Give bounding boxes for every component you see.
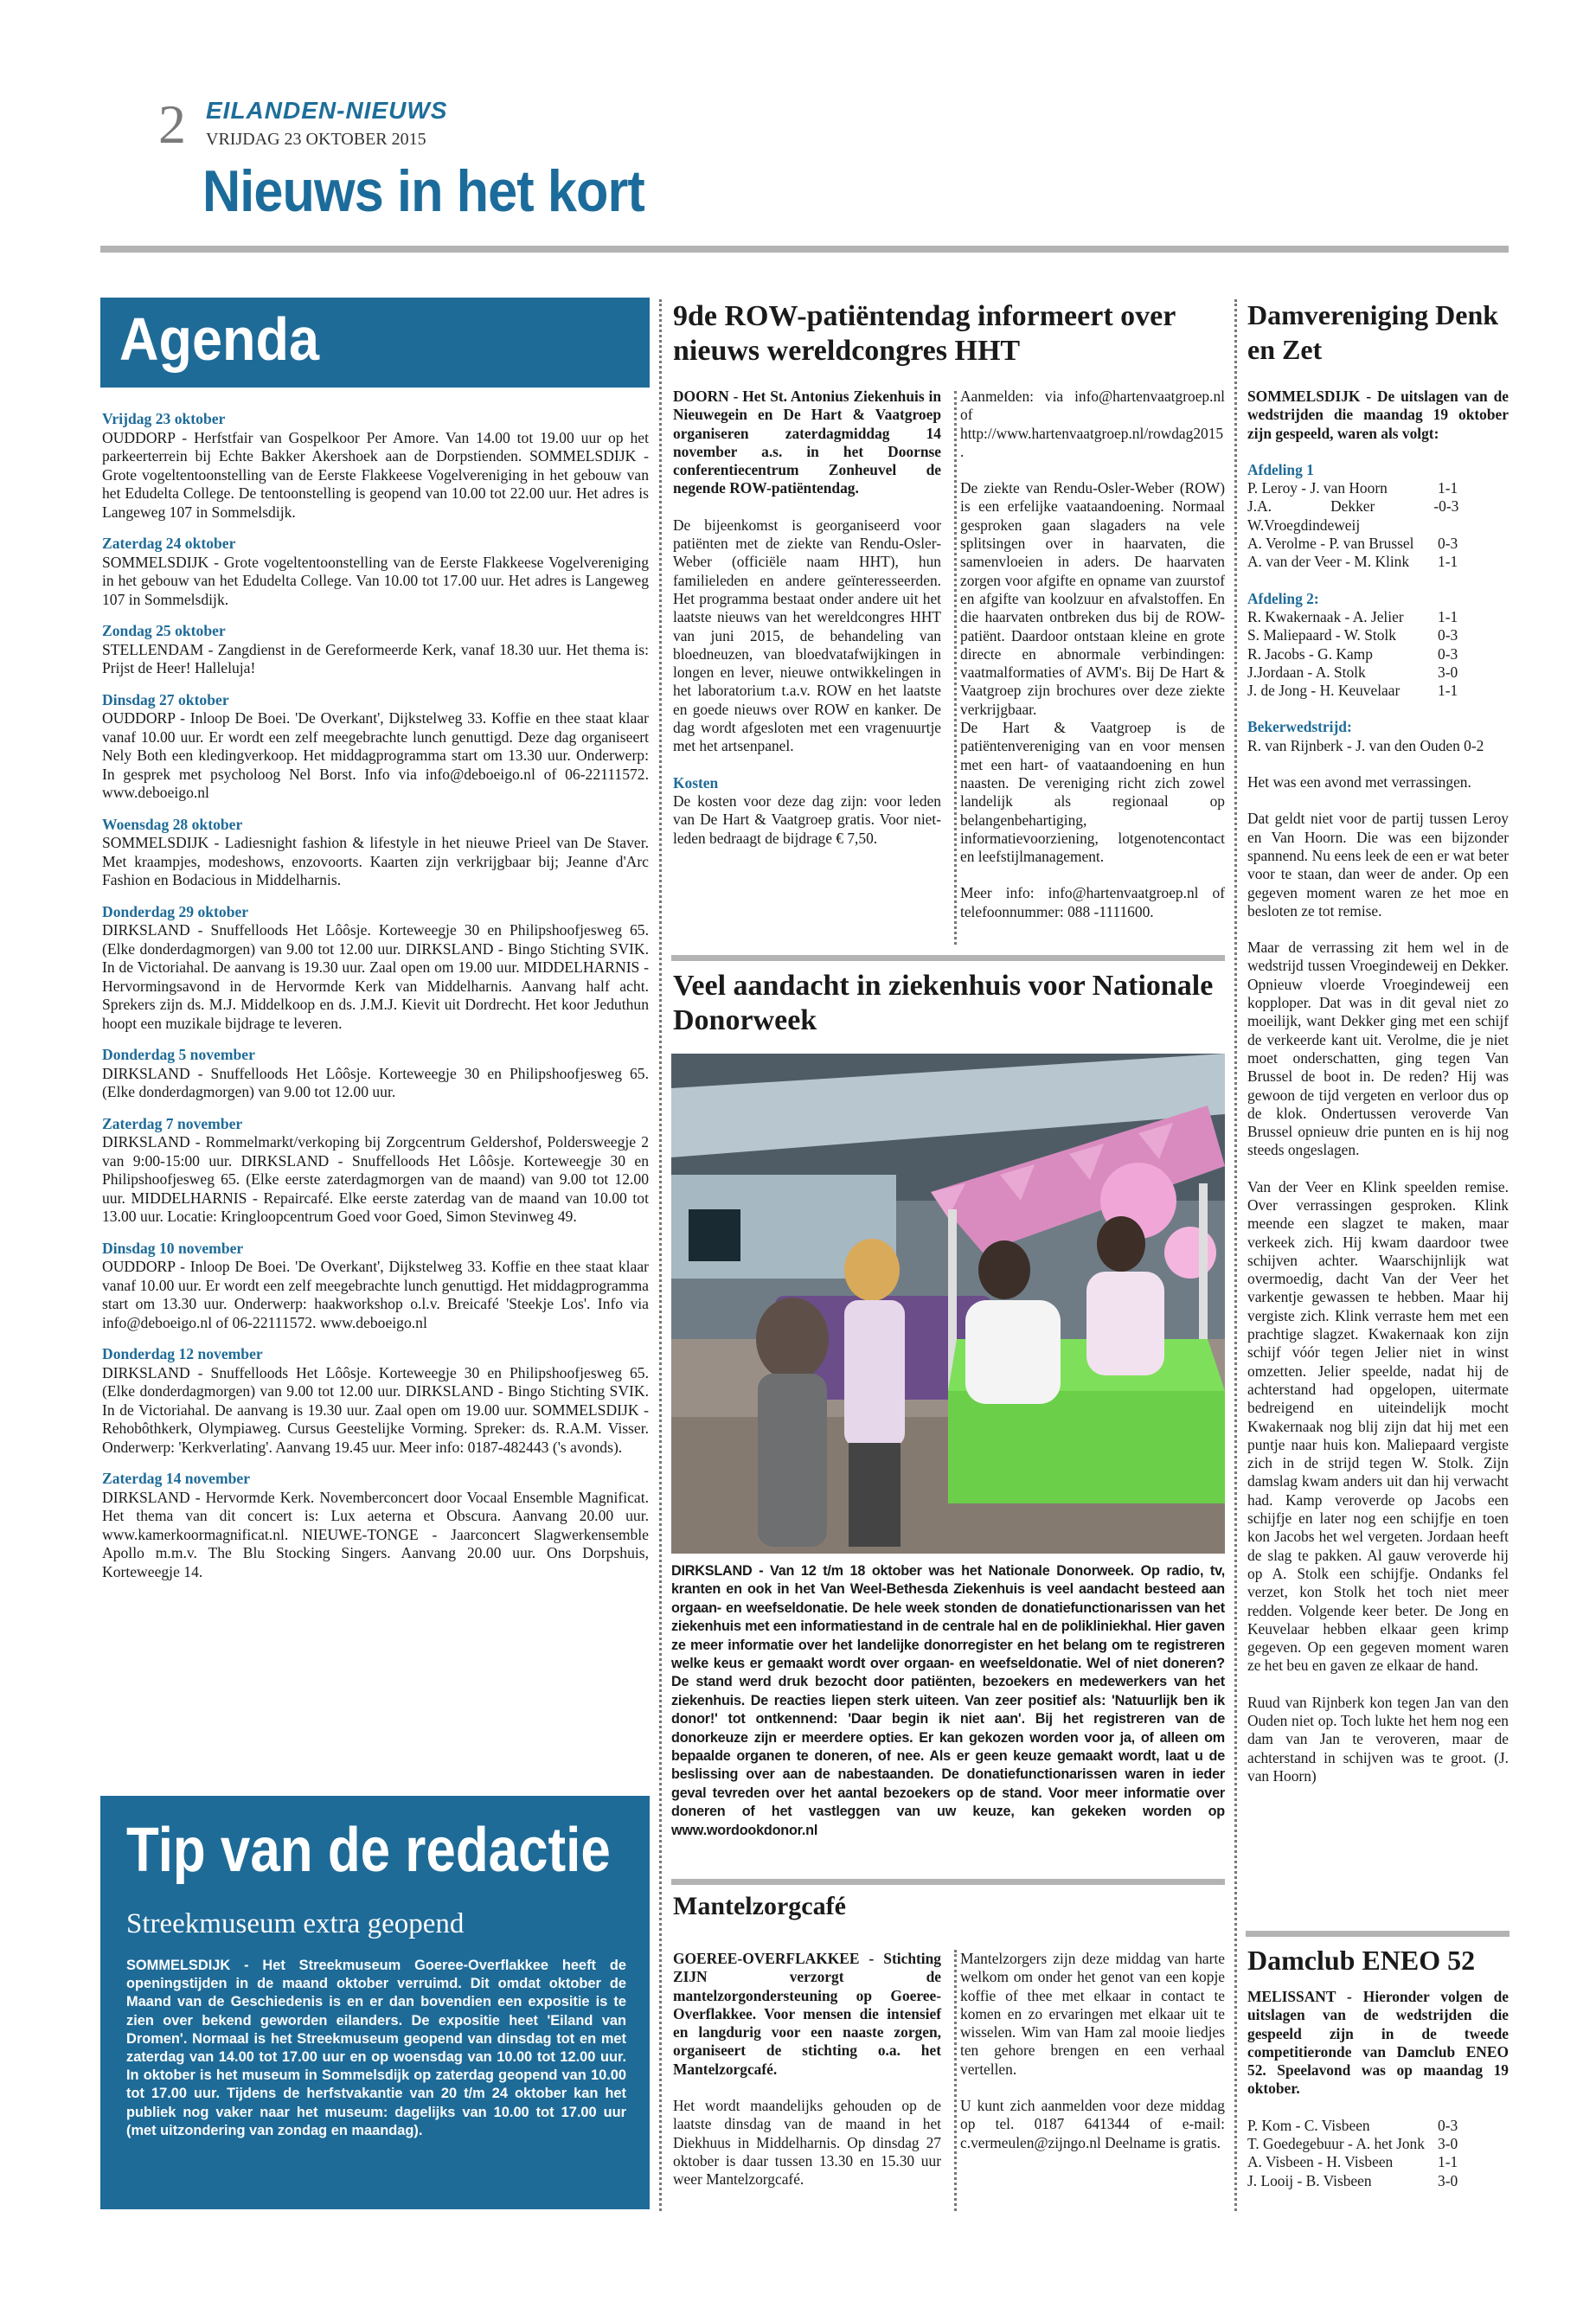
result-row (1247, 2172, 1472, 2190)
result-row (1247, 535, 1472, 553)
agenda-day: Zaterdag 24 oktober (102, 535, 236, 552)
result-score: 3-0 (1438, 663, 1458, 681)
dam-beker: R. van Rijnberk - J. van den Ouden 0-2 (1247, 736, 1484, 754)
agenda-title: Agenda (119, 305, 320, 373)
row-p3: De ziekte van Rendu-Osler-Weber (ROW) is een erfelijke vaataandoening. Normaal gesproken gaan slagaders na vele splitsingen over in haarvaten, die samenvloeien in aders. De haarvaten zorgen voor afgifte en opname van zuurstof en afgifte van koolzuur en afvalstoffen. En die haarvaten ontbreken dus bij de ROW-patiënt. Daardoor ontstaan kleine en grote directe en abnormale verbindingen: vaatmalformaties of AVM's. Bij De Hart & Vaatgroep zijn brochures over deze ziekte verkrijgbaar. (960, 479, 1225, 718)
result-score: 0-3 (1438, 644, 1458, 663)
result-row (1247, 2135, 1472, 2153)
result-row (1247, 645, 1472, 663)
eneo-title: Damclub ENEO 52 (1247, 1945, 1476, 1976)
result-score: 1-1 (1438, 682, 1458, 700)
agenda-entry-text: DIRKSLAND - Snuffelloods Het Lôôsje. Korteweegje 30 en Philipshoofjesweg 65. (Elke donderdagmorgen) van 9.00 tot 12.00 uur. DIRKSLAND - Bingo Stichting SVIK. In de Victoriahal. De aanvang is 19.30 uur. Zaal open om 19.00 uur. SOMMELSDIJK - Rehobôthkerk, Olympiaweg. Cursus Geestelijke Vorming. Spreker: ds. R.A.M. Visser. Onderwerp: 'Kerkverlating'. Aanvang 19.45 uur. Meer info: 0187-482443 ('s avonds). (102, 1363, 649, 1456)
row-lead: DOORN - Het St. Antonius Ziekenhuis in Nieuwegein en De Hart & Vaatgroep organiseren zaterdagmiddag 14 november a.s. in het Doornse conferentiecentrum Zonheuvel de negende ROW-patiëntendag. (673, 388, 941, 497)
result-row (1247, 497, 1472, 535)
row-costs-head: Kosten (673, 773, 719, 792)
header-rule (100, 246, 1509, 253)
column-divider (1234, 299, 1237, 2211)
dam-p3: Maar de verrassing zit hem wel in de wedstrijd tussen Vroegindeweij en Dekker. Opnieuw vloerde Vroegindeweij een kopploper. Dat was in dit geval niet zo moeilijk, want Dekker ging met een schijf de verkeerde kant uit. Verolme, die je niet moet onderschatten, ging tegen Van Brussel de boot in. De reden? Hij was gewoon de tijd vergeten en verloor dus op de klok. Ondertussen veroverde Van Brussel opnieuw drie punten en is hij nog steeds ongeslagen. (1247, 939, 1509, 1159)
row-costs: De kosten voor deze dag zijn: voor leden van De Hart & Vaatgroep gratis. Voor niet-leden bedraagt de bijdrage € 7,50. (673, 792, 941, 847)
row-p5: Meer info: info@hartenvaatgroep.nl of telefoonnummer: 088 -1111600. (960, 884, 1225, 920)
result-score: 3-0 (1438, 2171, 1458, 2189)
mantel-col1 (673, 1950, 941, 2189)
agenda-day: Zaterdag 7 november (102, 1114, 243, 1132)
donor-photo-illustration (671, 1054, 1225, 1554)
agenda-entry-text: SOMMELSDIJK - Grote vogeltentoonstelling van de Eerste Flakkeese Vogelvereniging in het gebouw van het Edudelta College. Van 10.00 tot 17.00 uur. Het adres is Langeweg 107 in Sommelsdijk. (102, 553, 649, 608)
section-rule (671, 1879, 1225, 1885)
agenda-list (102, 410, 649, 1581)
agenda-entry-text: DIRKSLAND - Hervormde Kerk. Novemberconcert door Vocaal Ensemble Magnificat. Het thema van dit concert is: Lux aeterna et Obscura. Aanvang 20.00 uur. www.kamerkoormagnificat.nl. NIEUWE-TONGE - Jaarconcert Slagwerkensemble Apollo m.m.v. The Blu Stocking Singers. Aanvang 20.00 uur. Ons Dorpshuis, Korteweegje 14. (102, 1488, 649, 1580)
agenda-day: Zaterdag 14 november (102, 1470, 251, 1487)
result-match: J. Looij - B. Visbeen (1247, 2171, 1372, 2189)
dam-p5: Ruud van Rijnberk kon tegen Jan van den Ouden niet op. Toch lukte het hem nog een dam van Jan te veroveren, maar de achterstand in schijven was te groot. (J. van Hoorn) (1247, 1693, 1509, 1785)
dam-afd1-results (1247, 479, 1509, 571)
dam-title: Damvereniging Denk en Zet (1247, 299, 1499, 365)
row-p1: De bijeenkomst is georganiseerd voor patiënten met de ziekte van Rendu-Osler-Weber (officiële naam HHT), hun familieleden en andere geïnteresseerden. Het programma bestaat onder andere uit het laatste nieuws van het wereldcongres HHT van juni 2015, de behandeling van bloedneuzen, van bloedvatafwijkingen in longen en lever, nieuwe ontwikkelingen in het laboratorium t.a.v. ROW en het laatste en goede nieuws over ROW en kanker. De dag wordt afgesloten met een vragenuurtje met het artsenpanel. (673, 516, 941, 755)
result-row (1247, 608, 1472, 626)
dam-column (1247, 388, 1509, 1785)
agenda-entry-text: OUDDORP - Herfstfair van Gospelkoor Per Amore. Van 14.00 tot 19.00 uur op het parkeerterrein bij Echte Bakker Akershoek aan de Dorpstienden. SOMMELSDIJK - Grote vogeltentoonstelling van de Eerste Flakkeese Vogelvereniging in het gebouw van het Edudelta College. De tentoonstelling is geopend van 10.00 tot 22.00 uur. Het adres is Langeweg 107 in Sommelsdijk. (102, 428, 649, 521)
tip-title: Tip van de redactie (126, 1816, 611, 1885)
agenda-entry-text: STELLENDAM - Zangdienst in de Gereformeerde Kerk, vanaf 18.30 uur. Het thema is: Prijst de Heer! Halleluja! (102, 640, 649, 676)
result-match: P. Kom - C. Visbeen (1247, 2116, 1370, 2134)
result-row (1247, 479, 1472, 497)
row-p2: Aanmelden: via info@hartenvaatgroep.nl of http://www.hartenvaatgroep.nl/rowdag2015. (960, 388, 1225, 460)
result-match: R. Jacobs - G. Kamp (1247, 644, 1373, 663)
agenda-entry-text: DIRKSLAND - Snuffelloods Het Lôôsje. Korteweegje 30 en Philipshoofjesweg 65. (Elke donderdagmorgen) van 9.00 tot 12.00 uur. (102, 1064, 649, 1100)
mantel-p1: Het wordt maandelijks gehouden op de laatste dinsdag van de maand in het Diekhuus in Middelharnis. Op dinsdag 27 oktober is daar tussen 13.30 en 15.30 uur weer Mantelzorgcafé. (673, 2097, 941, 2189)
tip-subtitle: Streekmuseum extra geopend (126, 1908, 465, 1939)
row-article-col1 (673, 388, 941, 848)
agenda-entry-text: DIRKSLAND - Rommelmarkt/verkoping bij Zorgcentrum Geldershof, Poldersweegje 2 van 9:00-15:00 uur. DIRKSLAND - Snuffelloods Het Lôôsje. Korteweegje 30 en Philipshoofjesweg 65. (Elke eerste zaterdagmorgen van de maand) van 9.00 tot 12.00 uur. MIDDELHARNIS - Repaircafé. Elke eerste zaterdag van de maand van 10.00 tot 13.00 uur. Locatie: Kringloopcentrum Goed voor Goed, Simon Stevinweg 49. (102, 1133, 649, 1225)
dam-afd2-head: Afdeling 2: (1247, 589, 1319, 607)
section-rule (1246, 1931, 1509, 1937)
dam-afd1-head: Afdeling 1 (1247, 460, 1314, 478)
issue-date: VRIJDAG 23 OKTOBER 2015 (206, 130, 426, 149)
result-score: 3-0 (1438, 2135, 1458, 2153)
dam-lead: SOMMELSDIJK - De uitslagen van de wedstrijden die maandag 19 oktober zijn gespeeld, waren als volgt: (1247, 388, 1509, 442)
result-row (1247, 553, 1472, 571)
agenda-entry-text: OUDDORP - Inloop De Boei. 'De Overkant', Dijkstelweg 33. Koffie en thee staat klaar vanaf 10.00 uur. Er wordt een zelf meegebrachte lunch genuttigd. Het middagprogramma start om 13.30 uur. Onderwerp: haakworkshop o.l.v. Breicafé 'Steekje Los'. Info via info@deboeigo.nl of 06-22111572. www.deboeigo.nl (102, 1258, 649, 1331)
eneo-lead: MELISSANT - Hieronder volgen de uitslagen van de wedstrijden die gespeeld zijn in de tweede competitieronde van Damclub ENEO 52. Speelavond was op maandag 19 oktober. (1247, 1988, 1509, 2098)
donor-article-title: Veel aandacht in ziekenhuis voor Nationale Donorweek (673, 970, 1214, 1036)
agenda-entry-text: SOMMELSDIJK - Ladiesnight fashion & lifestyle in het nieuwe Prieel van De Staver. Met kraampjes, modeshows, enzovoorts. Kaarten zijn verkrijgbaar bij; Jeanne d'Arc Fashion en Bodacious in Middelharnis. (102, 834, 649, 888)
agenda-day: Donderdag 12 november (102, 1345, 263, 1362)
mantel-col2 (960, 1950, 1225, 2152)
result-score: 1-1 (1438, 553, 1458, 571)
result-row (1247, 682, 1472, 700)
result-match: A. Verolme - P. van Brussel (1247, 535, 1414, 553)
result-score: 1-1 (1438, 2153, 1458, 2171)
column-divider (954, 391, 957, 945)
column-divider (659, 299, 662, 2211)
section-title: Nieuws in het kort (202, 158, 644, 224)
tip-body: SOMMELSDIJK - Het Streekmuseum Goeree-Overflakkee heeft de openingstijden in de maand oktober verruimd. Dit omdat oktober de Maand van de Geschiedenis is en er dan bovendien een expositie is te zien over bekend geworden eilanders. De expositie heet 'Eiland van Dromen'. Normaal is het Streekmuseum geopend van dinsdag tot en met zaterdag van 14.00 tot 17.00 uur en op woensdag van 10.00 tot 12.00 uur. In oktober is het museum in Sommelsdijk op zaterdag geopend van 10.00 tot 17.00 uur. Tijdens de herfstvakantie van 20 t/m 24 oktober kan het publiek nog vaker naar het museum: dagelijks van 10.00 tot 17.00 uur (met uitzondering van zondag en maandag). (126, 1958, 626, 2138)
result-row (1247, 2117, 1472, 2135)
agenda-day: Donderdag 5 november (102, 1046, 255, 1063)
row-article-col2 (960, 388, 1225, 921)
result-row (1247, 2153, 1472, 2171)
agenda-day: Dinsdag 27 oktober (102, 690, 229, 708)
section-rule (671, 955, 1225, 961)
agenda-entry-text: OUDDORP - Inloop De Boei. 'De Overkant', Dijkstelweg 33. Koffie en thee staat klaar vanaf 10.00 uur. Er wordt een zelf meegebrachte lunch genuttigd. Deze dag organiseert Nely Both een kledingverkoop. Het middagprogramma start om 13.30 uur. Onderwerp: In gesprek met psycholoog Nel Borst. Info via info@deboeigo.nl of 06-22111572. www.deboeigo.nl (102, 709, 649, 801)
result-match: S. Maliepaard - W. Stolk (1247, 626, 1396, 644)
row-article-title: 9de ROW-patiëntendag informeert over nieuws wereldcongres HHT (673, 300, 1176, 367)
result-score: 0-3 (1438, 2116, 1458, 2134)
mantel-title: Mantelzorgcafé (673, 1892, 846, 1920)
result-match: A. van der Veer - M. Klink (1247, 553, 1410, 571)
result-match: J.Jordaan - A. Stolk (1247, 663, 1366, 681)
newspaper-brand: EILANDEN-NIEUWS (206, 97, 448, 124)
row-p4: De Hart & Vaatgroep is de patiëntenvereniging van en voor mensen met een hart- of vaataandoening en hun naasten. De vereniging richt zich zowel landelijk als regionaal op belangenbehartiging, informatievoorziening, lotgenotencontact en leefstijlmanagement. (960, 719, 1225, 866)
agenda-day: Woensdag 28 oktober (102, 815, 243, 833)
result-match: P. Leroy - J. van Hoorn (1247, 479, 1388, 497)
mantel-p3: U kunt zich aanmelden voor deze middag op tel. 0187 641344 of e-mail: c.vermeulen@zijngo.nl Deelname is gratis. (960, 2097, 1225, 2151)
dam-p4: Van der Veer en Klink speelden remise. Over verrassingen gesproken. Klink meende een slagzet te maken, maar verkeek zich. Hij kwam daardoor twee schijven achter. Waarschijnlijk wat overmoedig, dacht Van der Veer het varkentje gewassen te hebben. Maar hij vergiste zich. Klink verraste hem met een prachtige slagzet. Kwakernaak kon zijn schijf vóór tegen Jelier niet in winst omzetten. Jelier speelde, nadat hij de achterstand had opgelopen, uitermate bedreigend en uiteindelijk mocht Kwakernaak nog blij zijn dat hij met een puntje naar huis kon. Maliepaard vergiste zich in de strijd tegen W. Stolk. Zijn damslag kwam anders uit dan hij verwacht had. Kamp veroverde op Jacobs een schijfje en later nog een schijfje en toen kon Jacobs het wel vergeten. Jordaan heeft de slag te pakken. Al gauw veroverde hij op A. Stolk een schijfje. Ondanks fel verzet, kon Stolk het toch niet meer redden. Volgende keer beter. De Jong en Keuvelaar hebben elkaar geen krimp gegeven. Op een gegeven moment waren ze het beu en gaven ze elkaar de hand. (1247, 1177, 1509, 1675)
result-row (1247, 663, 1472, 682)
agenda-day: Donderdag 29 oktober (102, 902, 249, 920)
result-match: J.A. Dekker - W.Vroegdindeweij (1247, 497, 1439, 534)
dam-afd2-results (1247, 608, 1509, 700)
result-match: R. Kwakernaak - A. Jelier (1247, 607, 1404, 625)
donor-caption: DIRKSLAND - Van 12 t/m 18 oktober was het Nationale Donorweek. Op radio, tv, kranten en ook in het Van Weel-Bethesda Ziekenhuis is veel aandacht besteed aan orgaan- en weefseldonatie. De hele week stonden de donatiefunctionarissen van het ziekenhuis met een informatiestand in de centrale hal en de polikliniekhal. Hier gaven ze meer informatie over het landelijke donorregister en het belang om te registreren welke keus er gemaakt wordt over orgaan- en weefseldonatie. Wel of niet doneren? De stand werd druk bezocht door patiënten, bezoekers en medewerkers van het ziekenhuis. De reacties liepen sterk uiteen. Van zeer positief als: 'Natuurlijk ben ik donor!' tot ontkennend: 'Daar begin ik niet aan'. Bij het registreren van de donorkeuze zijn er meerdere opties. Er kan gekozen worden voor ja, of alleen om bepaalde organen te doneren, of nee. Als er geen keuze gemaakt wordt, laat u de beslissing over aan de nabestaanden. De donatiefunctionarissen waren in ieder geval tevreden over het aantal bezoekers op de stand. Voor meer informatie over doneren of het vastleggen van uw keuze, kan gekeken worden op www.wordookdonor.nl (671, 1563, 1225, 1838)
mantel-lead: GOEREE-OVERFLAKKEE - Stichting ZIJN verzorgt de mantelzorgondersteuning op Goeree-Overflakkee. Voor mensen die intensief en langdurig voor een naaste zorgen, organiseert de stichting o.a. het Mantelzorgcafé. (673, 1950, 941, 2078)
agenda-entry-text: DIRKSLAND - Snuffelloods Het Lôôsje. Korteweegje 30 en Philipshoofjesweg 65. (Elke donderdagmorgen) van 9.00 tot 12.00 uur. DIRKSLAND - Bingo Stichting SVIK. In de Victoriahal. De aanvang is 19.30 uur. Zaal open om 19.00 uur. MIDDELHARNIS - Hervormingsavond in de Hervormde Kerk van Middelharnis. Aanvang half acht. Sprekers zijn ds. M.J. Middelkoop en ds. J.M.J. Kievit uit Dordrecht. Het koor Jeduthun hoopt een muzikale bijdrage te leveren. (102, 921, 649, 1032)
dam-p2: Dat geldt niet voor de partij tussen Leroy en Van Hoorn. Die was een bijzonder spannend. Nu eens leek de een er wat beter voor te staan, dan weer de ander. Op een gegeven moment waren ze het moe en besloten ze tot remise. (1247, 810, 1509, 920)
dam-p1: Het was een avond met verrassingen. (1247, 773, 1471, 792)
result-match: J. de Jong - H. Keuvelaar (1247, 682, 1401, 700)
agenda-day: Vrijdag 23 oktober (102, 410, 226, 427)
result-score: 1-1 (1438, 479, 1458, 497)
result-score: 0-3 (1438, 626, 1458, 644)
agenda-day: Dinsdag 10 november (102, 1239, 244, 1257)
agenda-day: Zondag 25 oktober (102, 622, 226, 639)
mantel-p2: Mantelzorgers zijn deze middag van harte welkom om onder het genot van een kopje koffie of thee met elkaar in contact te komen en zo ervaringen met elkaar uit te wisselen. Wim van Ham zal mooie liedjes ten gehore brengen en een verhaal vertellen. (960, 1950, 1225, 2078)
donor-photo (671, 1054, 1225, 1554)
result-score: 0-3 (1439, 497, 1459, 516)
dam-beker-head: Bekerwedstrijd: (1247, 718, 1352, 736)
eneo-results (1247, 2117, 1509, 2190)
result-score: 0-3 (1438, 535, 1458, 553)
eneo-column (1247, 1988, 1509, 2190)
result-score: 1-1 (1438, 607, 1458, 625)
result-row (1247, 626, 1472, 644)
result-match: T. Goedegebuur - A. het Jonk (1247, 2135, 1425, 2153)
page-number: 2 (158, 93, 186, 155)
result-match: A. Visbeen - H. Visbeen (1247, 2153, 1394, 2171)
column-divider (954, 1950, 957, 2211)
